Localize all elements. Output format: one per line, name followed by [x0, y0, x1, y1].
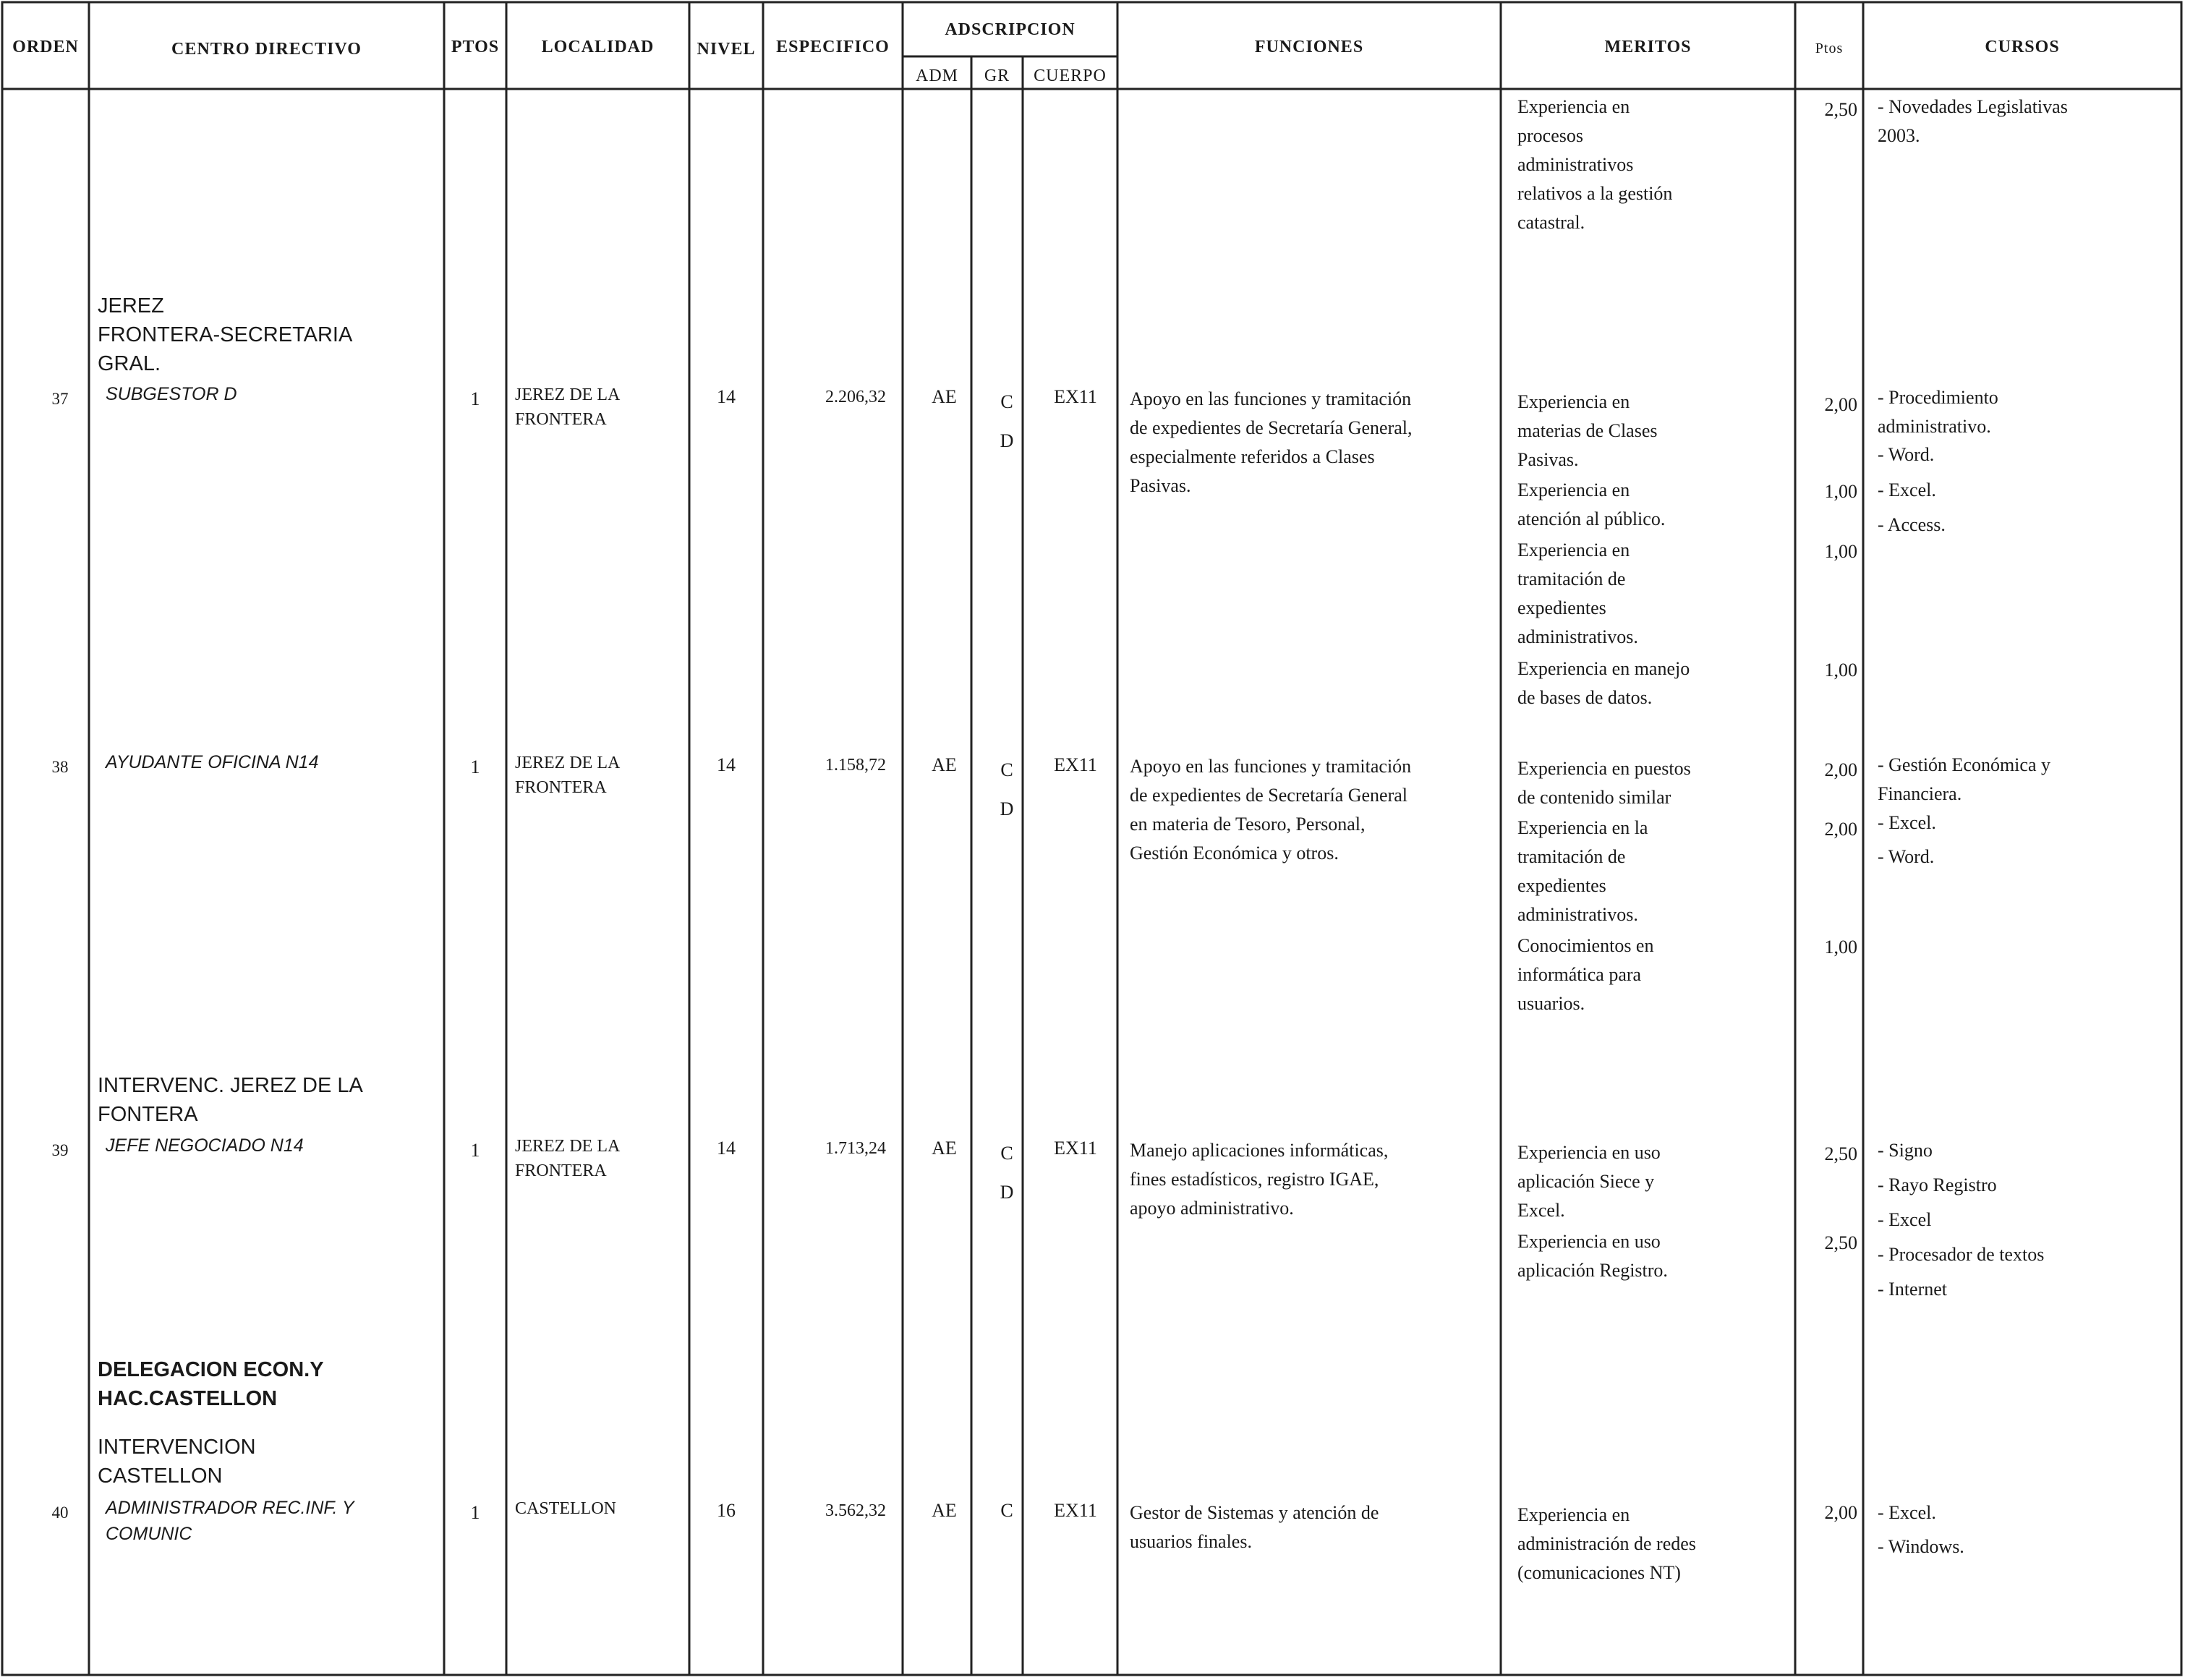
row-37-grupo: C D [1000, 391, 1014, 451]
header-adm: ADM [915, 67, 958, 85]
row-39-ptos: 1 [470, 1140, 480, 1161]
row-39-merit-1: Experiencia en uso aplicación Siece y Excel. [1517, 1142, 1661, 1221]
row-38-funciones: Apoyo en las funciones y tramitación de expedientes de Secretaría General en materia de Tesoro, Personal, Gestión Económica y otros. [1130, 756, 1412, 864]
row-38-especifico: 1.158,72 [825, 756, 886, 775]
row-37-course-2: - Word. [1878, 444, 1935, 465]
row-37-course-4: - Access. [1878, 514, 1946, 535]
row-39-merit-2: Experiencia en uso aplicación Registro. [1517, 1231, 1668, 1281]
row-39-course-2: - Rayo Registro [1878, 1174, 1997, 1195]
row-39-nivel: 14 [717, 1138, 736, 1159]
row-39-merit-1-points: 2,50 [1824, 1143, 1857, 1164]
section-heading-intervencion-castellon: INTERVENCION CASTELLON [98, 1436, 256, 1488]
row-38-cuerpo: EX11 [1054, 754, 1097, 775]
header-adscripcion: ADSCRIPCION [945, 20, 1076, 39]
row-38-puesto: AYUDANTE OFICINA N14 [106, 752, 319, 772]
header-cuerpo: CUERPO [1034, 67, 1107, 85]
row-37-course-3: - Excel. [1878, 479, 1936, 500]
row-37-merit-2: Experiencia en atención al público. [1517, 479, 1666, 529]
row-37-ptos: 1 [470, 388, 480, 409]
row-37-localidad: JEREZ DE LA FRONTERA [515, 385, 621, 429]
header-ptos-meritos: Ptos [1815, 40, 1844, 56]
row-38-ptos: 1 [470, 756, 480, 777]
header-cursos: CURSOS [1985, 38, 2060, 56]
row-40-especifico: 3.562,32 [825, 1501, 886, 1520]
header-ptos: PTOS [451, 38, 500, 56]
section-heading-delegacion-castellon: DELEGACION ECON.Y HAC.CASTELLON [98, 1358, 324, 1410]
row-38-course-2: - Excel. [1878, 812, 1936, 833]
carryover-merit: Experiencia en procesos administrativos relativos a la gestión catastral. [1517, 96, 1673, 233]
row-37-nivel: 14 [717, 386, 736, 407]
row-39-puesto: JEFE NEGOCIADO N14 [106, 1135, 304, 1156]
row-38-merit-1-points: 2,00 [1824, 759, 1857, 780]
row-39-course-3: - Excel [1878, 1209, 1932, 1230]
row-37-merit-2-points: 1,00 [1824, 481, 1857, 502]
row-39-adm: AE [932, 1138, 957, 1159]
row-39-merit-2-points: 2,50 [1824, 1232, 1857, 1253]
row-39-course-5: - Internet [1878, 1279, 1948, 1300]
header-centro-directivo: CENTRO DIRECTIVO [171, 40, 362, 59]
row-39-cuerpo: EX11 [1054, 1138, 1097, 1159]
row-37-especifico: 2.206,32 [825, 388, 886, 406]
row-37-orden: 37 [51, 390, 69, 408]
row-38-merit-2: Experiencia en la tramitación de expedientes administrativos. [1517, 817, 1648, 925]
row-37-merit-3-points: 1,00 [1824, 541, 1857, 562]
row-40-orden: 40 [51, 1504, 69, 1522]
section-heading-intervenc-jerez: INTERVENC. JEREZ DE LA FONTERA [98, 1074, 363, 1126]
row-39-orden: 39 [51, 1141, 69, 1159]
row-40-cuerpo: EX11 [1054, 1500, 1097, 1521]
row-38-localidad: JEREZ DE LA FRONTERA [515, 754, 621, 797]
row-40-course-1: - Excel. [1878, 1502, 1936, 1523]
row-38-adm: AE [932, 754, 957, 775]
row-40-merit-1-points: 2,00 [1824, 1502, 1857, 1523]
row-40-merit-1: Experiencia en administración de redes (comunicaciones NT) [1517, 1504, 1696, 1583]
row-37-cuerpo: EX11 [1054, 386, 1097, 407]
row-37-funciones: Apoyo en las funciones y tramitación de expedientes de Secretaría General, especialmente referidos a Clases Pasivas. [1130, 388, 1413, 496]
row-40-ptos: 1 [470, 1502, 480, 1523]
row-39-grupo: C D [1000, 1143, 1014, 1203]
row-40-nivel: 16 [717, 1500, 736, 1521]
row-38-nivel: 14 [717, 754, 736, 775]
row-39-localidad: JEREZ DE LA FRONTERA [515, 1137, 621, 1180]
header-funciones: FUNCIONES [1254, 38, 1364, 56]
row-37-course-1: - Procedimiento administrativo. [1878, 387, 1998, 437]
header-especifico: ESPECIFICO [776, 38, 890, 56]
row-37-merit-1: Experiencia en materias de Clases Pasivas. [1517, 391, 1658, 470]
row-39-course-4: - Procesador de textos [1878, 1244, 2045, 1265]
row-40-puesto: ADMINISTRADOR REC.INF. Y COMUNIC [106, 1498, 354, 1544]
header-meritos: MERITOS [1604, 38, 1692, 56]
row-38-merit-2-points: 2,00 [1824, 819, 1857, 840]
row-38-course-1: - Gestión Económica y Financiera. [1878, 754, 2050, 804]
row-38-orden: 38 [51, 758, 69, 776]
row-38-grupo: C D [1000, 759, 1014, 819]
row-40-grupo: C [1000, 1500, 1013, 1521]
row-37-merit-3: Experiencia en tramitación de expedientes administrativos. [1517, 540, 1638, 647]
row-38-course-3: - Word. [1878, 846, 1935, 867]
row-38-merit-3-points: 1,00 [1824, 937, 1857, 958]
row-40-course-2: - Windows. [1878, 1536, 1964, 1557]
row-38-merit-3: Conocimientos en informática para usuarios. [1517, 935, 1654, 1014]
row-40-localidad: CASTELLON [515, 1499, 616, 1518]
row-39-course-1: - Signo [1878, 1140, 1933, 1161]
row-40-adm: AE [932, 1500, 957, 1521]
row-37-merit-4: Experiencia en manejo de bases de datos. [1517, 658, 1690, 708]
row-37-merit-4-points: 1,00 [1824, 660, 1857, 681]
header-nivel: NIVEL [697, 40, 756, 59]
section-heading-jerez-secretaria: JEREZ FRONTERA-SECRETARIA GRAL. [98, 294, 353, 375]
row-37-puesto: SUBGESTOR D [106, 384, 237, 404]
row-38-merit-1: Experiencia en puestos de contenido similar [1517, 758, 1691, 808]
row-40-funciones: Gestor de Sistemas y atención de usuarios finales. [1130, 1502, 1379, 1552]
header-gr: GR [984, 67, 1010, 85]
row-37-merit-1-points: 2,00 [1824, 394, 1857, 415]
header-orden: ORDEN [12, 38, 79, 56]
carryover-merit-points: 2,50 [1824, 99, 1857, 120]
row-39-especifico: 1.713,24 [825, 1139, 886, 1158]
row-39-funciones: Manejo aplicaciones informáticas, fines estadísticos, registro IGAE, apoyo administrativo. [1130, 1140, 1389, 1219]
carryover-course: - Novedades Legislativas 2003. [1878, 96, 2068, 146]
row-37-adm: AE [932, 386, 957, 407]
header-localidad: LOCALIDAD [541, 38, 655, 56]
